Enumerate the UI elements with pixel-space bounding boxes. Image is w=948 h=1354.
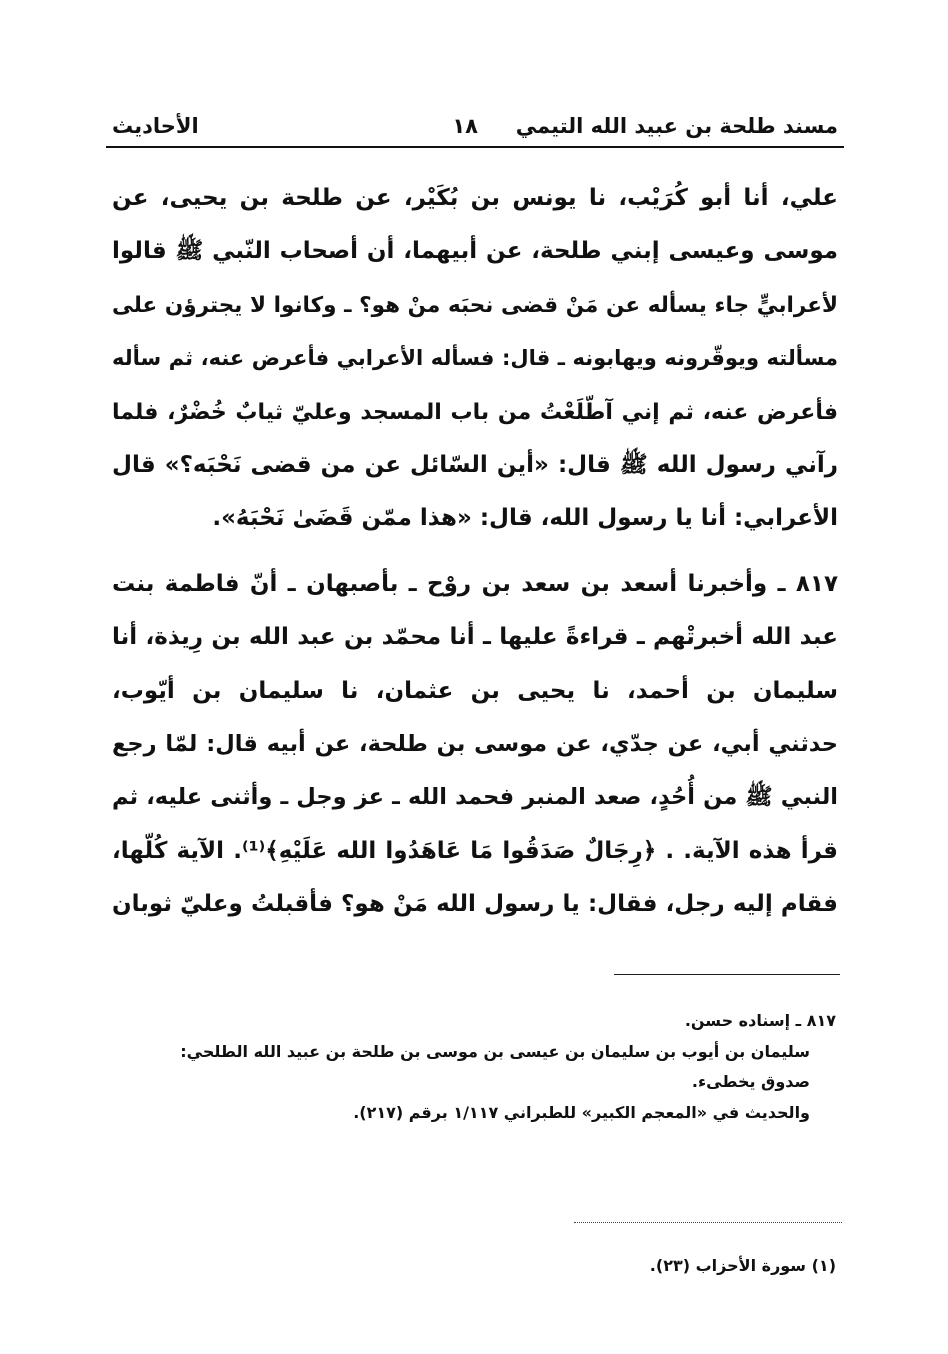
takhrij-line: صدوق يخطىء.: [691, 1072, 810, 1091]
text-line: فأعرض عنه، ثم إني آطّلَعْتُ من باب المسجد وعليّ ثيابٌ خُضْرٌ، فلما: [112, 399, 838, 425]
paragraph-gap: [112, 546, 838, 558]
text-line: مسألته ويوقّرونه ويهابونه ـ قال: فسأله الأعرابي فأعرض عنه، ثم سأله: [112, 346, 838, 371]
hadith-817-line: فقام إليه رجل، فقال: يا رسول الله مَنْ هو؟ فأقبلتُ وعليّ ثوبان: [112, 891, 838, 918]
hadith-817-line: حدثني أبي، عن جدّي، عن موسى بن طلحة، عن أبيه قال: لمّا رجع: [112, 730, 838, 757]
hadith-817-line: عبد الله أخبرتْهم ـ قراءةً عليها ـ أنا محمّد بن عبد الله بن رِيذة، أنا: [112, 624, 838, 651]
takhrij-line: سليمان بن أيوب بن سليمان بن عيسى بن موسى بن طلحة بن عبيد الله الطلحي:: [180, 1041, 810, 1061]
running-header: [112, 110, 838, 150]
takhrij-line: ٨١٧ ـ إسناده حسن.: [684, 1011, 836, 1030]
footnote: (١) سورة الأحزاب (٢٣).: [649, 1256, 836, 1275]
section-title: الأحاديث: [112, 114, 199, 138]
text-line: موسى وعيسى إبني طلحة، عن أبيهما، أن أصحاب النّبي ﷺ قالوا: [112, 238, 838, 265]
hadith-817-line: سليمان بن أحمد، نا يحيى بن عثمان، نا سليمان بن أيّوب،: [112, 677, 838, 704]
text-line: لأعرابيٍّ جاء يسأله عن مَنْ قضى نحبَه منْ هو؟ ـ وكانوا لا يجترؤن على: [112, 292, 838, 318]
page-number: ١٨: [452, 114, 478, 138]
hadith-817-line: ٨١٧ ـ وأخبرنا أسعد بن سعد بن روْح ـ بأصبهان ـ أنّ فاطمة بنت: [112, 570, 838, 597]
text-line: الأعرابي: أنا يا رسول الله، قال: «هذا ممّن قَضَىٰ نَحْبَهُ».: [212, 505, 838, 532]
main-text: [112, 172, 838, 931]
takhrij-line: والحديث في «المعجم الكبير» للطبراني ١/١١٧ برقم (٢١٧).: [353, 1102, 810, 1122]
hadith-817-line: قرأ هذه الآية. . ﴿رِجَالٌ صَدَقُوا مَا عَاهَدُوا الله عَلَيْهِ﴾⁽¹⁾. الآية كُلّها،: [112, 837, 838, 864]
footnote-separator: [614, 974, 840, 975]
header-rule: [106, 146, 844, 148]
takhrij-notes: [120, 1006, 836, 1128]
book-title: مسند طلحة بن عبيد الله التيمي: [515, 114, 838, 138]
hadith-817-line: النبي ﷺ من أُحُدٍ، صعد المنبر فحمد الله ـ عز وجل ـ وأثنى عليه، ثم: [112, 784, 838, 811]
dotted-separator: [574, 1222, 842, 1223]
text-line: رآني رسول الله ﷺ قال: «أين السّائل عن من قضى نَحْبَه؟» قال: [112, 451, 838, 478]
text-line: علي، أنا أبو كُرَيْب، نا يونس بن بُكَيْر، عن طلحة بن يحيى، عن: [112, 185, 838, 211]
